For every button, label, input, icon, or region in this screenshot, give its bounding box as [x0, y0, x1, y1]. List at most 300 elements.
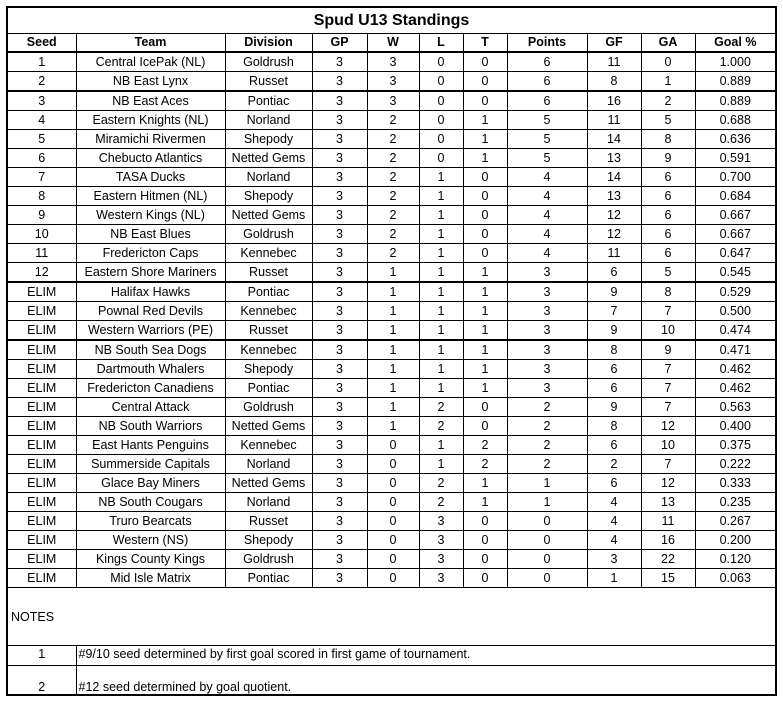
- cell-goal-pct: 0.889: [695, 72, 776, 92]
- cell-division: Russet: [225, 512, 312, 531]
- cell-w: 1: [367, 417, 419, 436]
- cell-ga: 8: [641, 130, 695, 149]
- cell-gp: 3: [312, 225, 367, 244]
- cell-team: Western (NS): [76, 531, 225, 550]
- cell-w: 0: [367, 512, 419, 531]
- cell-goal-pct: 0.667: [695, 206, 776, 225]
- cell-seed: ELIM: [7, 531, 76, 550]
- cell-points: 5: [507, 111, 587, 130]
- table-row: [7, 569, 776, 588]
- column-header-team: Team: [76, 34, 225, 53]
- cell-seed: 5: [7, 130, 76, 149]
- cell-l: 0: [419, 130, 463, 149]
- cell-w: 0: [367, 550, 419, 569]
- cell-t: 1: [463, 130, 507, 149]
- cell-points: 5: [507, 130, 587, 149]
- cell-goal-pct: 0.545: [695, 263, 776, 283]
- cell-goal-pct: 0.375: [695, 436, 776, 455]
- table-row: [7, 379, 776, 398]
- cell-goal-pct: 0.688: [695, 111, 776, 130]
- cell-team: Miramichi Rivermen: [76, 130, 225, 149]
- cell-t: 0: [463, 550, 507, 569]
- cell-t: 1: [463, 340, 507, 360]
- cell-ga: 5: [641, 111, 695, 130]
- table-row: [7, 206, 776, 225]
- cell-t: 0: [463, 531, 507, 550]
- cell-points: 3: [507, 321, 587, 341]
- cell-division: Shepody: [225, 187, 312, 206]
- cell-team: NB South Sea Dogs: [76, 340, 225, 360]
- cell-gf: 4: [587, 493, 641, 512]
- cell-ga: 12: [641, 417, 695, 436]
- cell-gf: 11: [587, 52, 641, 72]
- cell-l: 0: [419, 72, 463, 92]
- cell-division: Russet: [225, 263, 312, 283]
- cell-l: 2: [419, 417, 463, 436]
- notes-table: [6, 588, 777, 696]
- column-header-row: [7, 34, 776, 53]
- cell-gp: 3: [312, 474, 367, 493]
- note-number: 1: [7, 646, 76, 666]
- cell-points: 3: [507, 379, 587, 398]
- cell-gp: 3: [312, 360, 367, 379]
- cell-l: 1: [419, 302, 463, 321]
- cell-gf: 11: [587, 111, 641, 130]
- cell-t: 0: [463, 398, 507, 417]
- cell-w: 2: [367, 187, 419, 206]
- cell-points: 6: [507, 52, 587, 72]
- table-row: [7, 263, 776, 283]
- cell-t: 1: [463, 111, 507, 130]
- cell-t: 0: [463, 52, 507, 72]
- cell-seed: ELIM: [7, 493, 76, 512]
- cell-points: 1: [507, 493, 587, 512]
- cell-team: NB South Warriors: [76, 417, 225, 436]
- table-row: [7, 302, 776, 321]
- cell-gf: 3: [587, 550, 641, 569]
- table-row: [7, 550, 776, 569]
- cell-division: Netted Gems: [225, 417, 312, 436]
- table-row: [7, 149, 776, 168]
- table-row: [7, 52, 776, 72]
- cell-team: NB East Aces: [76, 91, 225, 111]
- cell-seed: ELIM: [7, 512, 76, 531]
- cell-w: 2: [367, 225, 419, 244]
- cell-gf: 12: [587, 225, 641, 244]
- cell-division: Norland: [225, 168, 312, 187]
- cell-t: 0: [463, 72, 507, 92]
- cell-goal-pct: 0.462: [695, 379, 776, 398]
- cell-ga: 1: [641, 72, 695, 92]
- cell-w: 3: [367, 91, 419, 111]
- table-row: [7, 225, 776, 244]
- table-row: [7, 512, 776, 531]
- cell-t: 0: [463, 206, 507, 225]
- cell-division: Shepody: [225, 130, 312, 149]
- cell-gf: 13: [587, 149, 641, 168]
- cell-gp: 3: [312, 436, 367, 455]
- cell-team: Western Warriors (PE): [76, 321, 225, 341]
- cell-t: 0: [463, 187, 507, 206]
- cell-w: 0: [367, 436, 419, 455]
- cell-w: 2: [367, 168, 419, 187]
- cell-gf: 1: [587, 569, 641, 588]
- cell-goal-pct: 0.474: [695, 321, 776, 341]
- cell-gp: 3: [312, 321, 367, 341]
- cell-seed: 6: [7, 149, 76, 168]
- cell-gp: 3: [312, 512, 367, 531]
- cell-points: 6: [507, 91, 587, 111]
- cell-gp: 3: [312, 493, 367, 512]
- table-row: [7, 493, 776, 512]
- cell-t: 0: [463, 244, 507, 263]
- cell-seed: 3: [7, 91, 76, 111]
- cell-points: 4: [507, 168, 587, 187]
- cell-gp: 3: [312, 168, 367, 187]
- cell-seed: ELIM: [7, 360, 76, 379]
- cell-goal-pct: 0.400: [695, 417, 776, 436]
- cell-team: NB East Blues: [76, 225, 225, 244]
- cell-gp: 3: [312, 550, 367, 569]
- table-row: [7, 340, 776, 360]
- cell-ga: 5: [641, 263, 695, 283]
- column-header-w: W: [367, 34, 419, 53]
- cell-gp: 3: [312, 302, 367, 321]
- cell-w: 1: [367, 340, 419, 360]
- cell-l: 0: [419, 111, 463, 130]
- cell-ga: 13: [641, 493, 695, 512]
- note-row: [7, 666, 776, 696]
- cell-gf: 9: [587, 321, 641, 341]
- cell-seed: ELIM: [7, 417, 76, 436]
- cell-ga: 6: [641, 168, 695, 187]
- cell-points: 2: [507, 417, 587, 436]
- cell-division: Norland: [225, 493, 312, 512]
- cell-ga: 15: [641, 569, 695, 588]
- cell-team: Eastern Knights (NL): [76, 111, 225, 130]
- cell-division: Kennebec: [225, 302, 312, 321]
- cell-ga: 7: [641, 398, 695, 417]
- cell-w: 0: [367, 569, 419, 588]
- cell-gp: 3: [312, 130, 367, 149]
- cell-ga: 6: [641, 187, 695, 206]
- cell-ga: 16: [641, 531, 695, 550]
- cell-goal-pct: 0.636: [695, 130, 776, 149]
- cell-points: 0: [507, 512, 587, 531]
- cell-w: 1: [367, 321, 419, 341]
- cell-w: 2: [367, 149, 419, 168]
- table-row: [7, 321, 776, 341]
- cell-seed: 11: [7, 244, 76, 263]
- cell-seed: 12: [7, 263, 76, 283]
- notes-label: NOTES: [7, 588, 776, 646]
- cell-gp: 3: [312, 91, 367, 111]
- cell-division: Norland: [225, 111, 312, 130]
- cell-t: 1: [463, 282, 507, 302]
- table-row: [7, 111, 776, 130]
- cell-team: Truro Bearcats: [76, 512, 225, 531]
- cell-division: Kennebec: [225, 244, 312, 263]
- cell-goal-pct: 0.471: [695, 340, 776, 360]
- cell-ga: 22: [641, 550, 695, 569]
- cell-ga: 6: [641, 244, 695, 263]
- cell-points: 4: [507, 187, 587, 206]
- cell-w: 1: [367, 398, 419, 417]
- cell-l: 0: [419, 149, 463, 168]
- cell-seed: ELIM: [7, 379, 76, 398]
- cell-team: Pownal Red Devils: [76, 302, 225, 321]
- cell-gf: 4: [587, 531, 641, 550]
- cell-points: 4: [507, 206, 587, 225]
- cell-gp: 3: [312, 282, 367, 302]
- cell-w: 1: [367, 360, 419, 379]
- cell-gf: 6: [587, 379, 641, 398]
- cell-team: TASA Ducks: [76, 168, 225, 187]
- cell-t: 1: [463, 302, 507, 321]
- cell-team: NB South Cougars: [76, 493, 225, 512]
- column-header-seed: Seed: [7, 34, 76, 53]
- cell-seed: ELIM: [7, 436, 76, 455]
- table-row: [7, 398, 776, 417]
- cell-w: 2: [367, 111, 419, 130]
- cell-goal-pct: 0.889: [695, 91, 776, 111]
- cell-goal-pct: 0.462: [695, 360, 776, 379]
- column-header-division: Division: [225, 34, 312, 53]
- cell-w: 1: [367, 263, 419, 283]
- cell-ga: 10: [641, 321, 695, 341]
- cell-gf: 16: [587, 91, 641, 111]
- cell-goal-pct: 0.684: [695, 187, 776, 206]
- cell-t: 1: [463, 493, 507, 512]
- cell-division: Pontiac: [225, 91, 312, 111]
- cell-points: 0: [507, 531, 587, 550]
- cell-l: 1: [419, 379, 463, 398]
- cell-team: Mid Isle Matrix: [76, 569, 225, 588]
- cell-l: 1: [419, 206, 463, 225]
- cell-l: 3: [419, 512, 463, 531]
- cell-seed: 1: [7, 52, 76, 72]
- page-title: Spud U13 Standings: [7, 7, 776, 34]
- cell-gf: 8: [587, 72, 641, 92]
- cell-ga: 10: [641, 436, 695, 455]
- cell-team: Halifax Hawks: [76, 282, 225, 302]
- cell-t: 0: [463, 168, 507, 187]
- cell-gp: 3: [312, 569, 367, 588]
- cell-points: 3: [507, 263, 587, 283]
- cell-gp: 3: [312, 52, 367, 72]
- cell-l: 3: [419, 569, 463, 588]
- standings-rows: [7, 52, 776, 588]
- cell-l: 2: [419, 398, 463, 417]
- cell-t: 0: [463, 512, 507, 531]
- cell-gf: 7: [587, 302, 641, 321]
- cell-t: 0: [463, 91, 507, 111]
- cell-gp: 3: [312, 398, 367, 417]
- note-number: 2: [7, 666, 76, 696]
- cell-gf: 8: [587, 417, 641, 436]
- cell-gp: 3: [312, 531, 367, 550]
- table-row: [7, 72, 776, 92]
- cell-points: 0: [507, 569, 587, 588]
- cell-ga: 7: [641, 455, 695, 474]
- column-header-l: L: [419, 34, 463, 53]
- cell-division: Norland: [225, 455, 312, 474]
- cell-division: Shepody: [225, 360, 312, 379]
- cell-gf: 8: [587, 340, 641, 360]
- cell-team: Fredericton Caps: [76, 244, 225, 263]
- cell-division: Russet: [225, 72, 312, 92]
- cell-ga: 9: [641, 340, 695, 360]
- cell-t: 1: [463, 149, 507, 168]
- standings-table: [6, 6, 777, 588]
- cell-team: Western Kings (NL): [76, 206, 225, 225]
- cell-gp: 3: [312, 263, 367, 283]
- cell-points: 6: [507, 72, 587, 92]
- cell-division: Russet: [225, 321, 312, 341]
- cell-points: 4: [507, 225, 587, 244]
- cell-l: 1: [419, 360, 463, 379]
- cell-w: 2: [367, 244, 419, 263]
- cell-gp: 3: [312, 244, 367, 263]
- cell-team: Dartmouth Whalers: [76, 360, 225, 379]
- cell-w: 0: [367, 455, 419, 474]
- cell-l: 2: [419, 474, 463, 493]
- cell-points: 3: [507, 360, 587, 379]
- cell-gf: 6: [587, 436, 641, 455]
- column-header-gp: GP: [312, 34, 367, 53]
- cell-seed: ELIM: [7, 302, 76, 321]
- cell-w: 0: [367, 493, 419, 512]
- cell-w: 1: [367, 379, 419, 398]
- cell-w: 0: [367, 474, 419, 493]
- cell-t: 1: [463, 379, 507, 398]
- cell-points: 4: [507, 244, 587, 263]
- cell-division: Netted Gems: [225, 206, 312, 225]
- cell-gf: 14: [587, 168, 641, 187]
- cell-points: 2: [507, 455, 587, 474]
- cell-seed: 9: [7, 206, 76, 225]
- cell-t: 2: [463, 436, 507, 455]
- cell-l: 1: [419, 187, 463, 206]
- cell-t: 2: [463, 455, 507, 474]
- cell-gf: 13: [587, 187, 641, 206]
- cell-l: 1: [419, 340, 463, 360]
- cell-gf: 9: [587, 398, 641, 417]
- cell-w: 2: [367, 130, 419, 149]
- cell-points: 1: [507, 474, 587, 493]
- cell-w: 2: [367, 206, 419, 225]
- cell-goal-pct: 0.222: [695, 455, 776, 474]
- cell-gp: 3: [312, 340, 367, 360]
- cell-ga: 6: [641, 206, 695, 225]
- cell-t: 1: [463, 321, 507, 341]
- cell-l: 1: [419, 282, 463, 302]
- cell-l: 1: [419, 455, 463, 474]
- cell-l: 3: [419, 531, 463, 550]
- cell-division: Pontiac: [225, 379, 312, 398]
- cell-gf: 9: [587, 282, 641, 302]
- cell-points: 0: [507, 550, 587, 569]
- cell-t: 1: [463, 360, 507, 379]
- cell-l: 1: [419, 168, 463, 187]
- cell-division: Kennebec: [225, 340, 312, 360]
- column-header-points: Points: [507, 34, 587, 53]
- cell-team: Glace Bay Miners: [76, 474, 225, 493]
- cell-division: Netted Gems: [225, 474, 312, 493]
- cell-w: 3: [367, 72, 419, 92]
- cell-l: 1: [419, 225, 463, 244]
- column-header-t: T: [463, 34, 507, 53]
- cell-team: Eastern Shore Mariners: [76, 263, 225, 283]
- note-text: #12 seed determined by goal quotient.: [76, 666, 776, 696]
- cell-goal-pct: 0.200: [695, 531, 776, 550]
- cell-ga: 0: [641, 52, 695, 72]
- cell-team: Chebucto Atlantics: [76, 149, 225, 168]
- column-header-ga: GA: [641, 34, 695, 53]
- cell-gf: 6: [587, 263, 641, 283]
- cell-seed: ELIM: [7, 474, 76, 493]
- cell-gp: 3: [312, 72, 367, 92]
- cell-points: 5: [507, 149, 587, 168]
- cell-seed: 4: [7, 111, 76, 130]
- cell-points: 3: [507, 340, 587, 360]
- cell-l: 3: [419, 550, 463, 569]
- cell-points: 2: [507, 398, 587, 417]
- cell-seed: ELIM: [7, 550, 76, 569]
- cell-l: 0: [419, 52, 463, 72]
- cell-ga: 8: [641, 282, 695, 302]
- table-row: [7, 474, 776, 493]
- cell-t: 0: [463, 417, 507, 436]
- cell-gf: 2: [587, 455, 641, 474]
- cell-seed: 7: [7, 168, 76, 187]
- table-row: [7, 282, 776, 302]
- standings-sheet: [6, 6, 775, 696]
- cell-goal-pct: 0.563: [695, 398, 776, 417]
- cell-division: Shepody: [225, 531, 312, 550]
- cell-seed: ELIM: [7, 398, 76, 417]
- cell-w: 0: [367, 531, 419, 550]
- table-row: [7, 417, 776, 436]
- cell-gf: 6: [587, 474, 641, 493]
- cell-division: Goldrush: [225, 550, 312, 569]
- cell-ga: 7: [641, 360, 695, 379]
- cell-goal-pct: 0.267: [695, 512, 776, 531]
- table-row: [7, 244, 776, 263]
- cell-gf: 6: [587, 360, 641, 379]
- cell-l: 1: [419, 244, 463, 263]
- cell-w: 3: [367, 52, 419, 72]
- cell-w: 1: [367, 302, 419, 321]
- cell-ga: 9: [641, 149, 695, 168]
- cell-l: 1: [419, 436, 463, 455]
- cell-goal-pct: 0.063: [695, 569, 776, 588]
- table-row: [7, 436, 776, 455]
- cell-points: 3: [507, 302, 587, 321]
- cell-seed: ELIM: [7, 340, 76, 360]
- cell-division: Goldrush: [225, 398, 312, 417]
- cell-division: Kennebec: [225, 436, 312, 455]
- cell-team: Central IcePak (NL): [76, 52, 225, 72]
- cell-w: 1: [367, 282, 419, 302]
- cell-goal-pct: 1.000: [695, 52, 776, 72]
- cell-l: 2: [419, 493, 463, 512]
- cell-gp: 3: [312, 417, 367, 436]
- cell-ga: 11: [641, 512, 695, 531]
- cell-goal-pct: 0.529: [695, 282, 776, 302]
- cell-division: Pontiac: [225, 569, 312, 588]
- cell-goal-pct: 0.333: [695, 474, 776, 493]
